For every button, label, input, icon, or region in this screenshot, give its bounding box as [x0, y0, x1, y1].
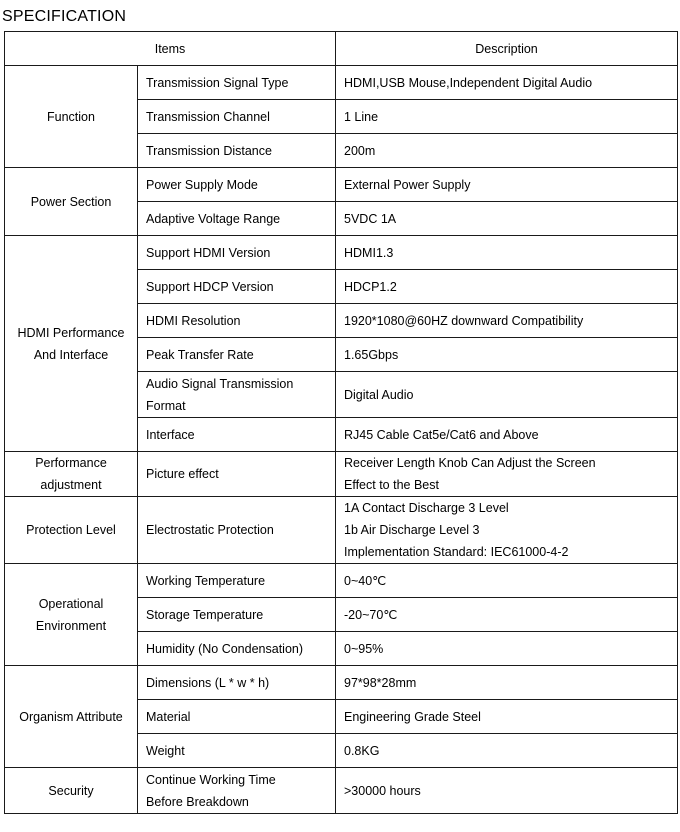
table-row — [5, 66, 678, 100]
text-line: Power Section — [30, 194, 112, 209]
table-body — [5, 66, 678, 814]
description-cell — [336, 338, 678, 372]
text-line: Security — [48, 783, 94, 798]
description-cell — [336, 700, 678, 734]
item-cell — [138, 700, 336, 734]
item-cell — [138, 270, 336, 304]
specification-table — [4, 31, 678, 814]
header-items: Items — [5, 32, 336, 66]
text-line: 1.65Gbps — [344, 347, 399, 362]
page-title: SPECIFICATION — [2, 8, 127, 25]
header-description: Description — [336, 32, 678, 66]
description-cell — [336, 452, 678, 497]
text-line: Electrostatic Protection — [146, 523, 274, 537]
table-row — [5, 236, 678, 270]
text-line: HDMI1.3 — [344, 245, 394, 260]
text-line: Audio Signal Transmission — [146, 376, 294, 391]
description-cell — [336, 134, 678, 168]
item-cell — [138, 768, 336, 814]
description-cell — [336, 100, 678, 134]
description-cell — [336, 598, 678, 632]
text-line: 0.8KG — [344, 743, 380, 758]
text-line: Adaptive Voltage Range — [146, 211, 281, 226]
text-line: Organism Attribute — [19, 709, 123, 724]
description-cell — [336, 372, 678, 418]
text-line: 1A Contact Discharge 3 Level — [344, 501, 509, 515]
category-cell — [5, 497, 138, 564]
description-cell — [336, 236, 678, 270]
text-line: 1b Air Discharge Level 3 — [344, 523, 480, 537]
text-line: HDMI Performance — [17, 325, 125, 340]
text-line: Transmission Distance — [146, 143, 272, 158]
description-cell — [336, 734, 678, 768]
text-line: Environment — [35, 618, 107, 633]
text-line: Function — [47, 109, 95, 124]
text-line: Receiver Length Knob Can Adjust the Screen — [344, 456, 596, 470]
item-cell — [138, 418, 336, 452]
text-line: Power Supply Mode — [146, 177, 258, 192]
text-line: Protection Level — [26, 523, 116, 537]
item-cell — [138, 632, 336, 666]
text-line: 5VDC 1A — [344, 211, 397, 226]
description-cell — [336, 202, 678, 236]
text-line: HDCP1.2 — [344, 279, 397, 294]
item-cell — [138, 598, 336, 632]
description-cell — [336, 66, 678, 100]
text-line: Weight — [146, 743, 185, 758]
item-cell — [138, 497, 336, 564]
table-row — [5, 497, 678, 564]
text-line: Performance — [35, 456, 107, 470]
table-row — [5, 168, 678, 202]
text-line: Humidity (No Condensation) — [146, 641, 304, 656]
category-cell — [5, 564, 138, 666]
table-row — [5, 666, 678, 700]
text-line: Support HDMI Version — [146, 245, 271, 260]
category-cell — [5, 66, 138, 168]
description-cell — [336, 768, 678, 814]
text-line: Working Temperature — [146, 573, 266, 588]
text-line: Operational — [38, 596, 104, 611]
description-cell — [336, 270, 678, 304]
text-line: Interface — [146, 427, 195, 442]
text-line: >30000 hours — [344, 783, 421, 798]
text-line: RJ45 Cable Cat5e/Cat6 and Above — [344, 427, 539, 442]
text-line: Effect to the Best — [344, 478, 439, 492]
table-header-row — [5, 32, 678, 66]
text-line: HDMI Resolution — [146, 313, 241, 328]
text-line: Engineering Grade Steel — [344, 709, 481, 724]
text-line: adjustment — [40, 478, 102, 492]
item-cell — [138, 134, 336, 168]
item-cell — [138, 304, 336, 338]
text-line: Format — [146, 398, 186, 413]
text-line: Before Breakdown — [146, 794, 249, 809]
text-line: Transmission Signal Type — [146, 75, 289, 90]
description-cell — [336, 497, 678, 564]
category-cell — [5, 236, 138, 452]
item-cell — [138, 100, 336, 134]
text-line: 1 Line — [344, 109, 379, 124]
text-line: -20~70℃ — [344, 607, 398, 622]
item-cell — [138, 202, 336, 236]
item-cell — [138, 564, 336, 598]
description-cell — [336, 168, 678, 202]
text-line: Picture effect — [146, 467, 219, 481]
text-line: External Power Supply — [344, 177, 471, 192]
item-cell — [138, 66, 336, 100]
table-row — [5, 768, 678, 814]
text-line: Dimensions (L * w * h) — [146, 675, 270, 690]
item-cell — [138, 372, 336, 418]
item-cell — [138, 236, 336, 270]
text-line: Digital Audio — [344, 387, 414, 402]
text-line: And Interface — [33, 347, 109, 362]
text-line: Implementation Standard: IEC61000-4-2 — [344, 545, 569, 559]
table-row — [5, 452, 678, 497]
text-line: Peak Transfer Rate — [146, 347, 254, 362]
item-cell — [138, 666, 336, 700]
description-cell — [336, 632, 678, 666]
category-cell — [5, 666, 138, 768]
item-cell — [138, 338, 336, 372]
text-line: 200m — [344, 143, 376, 158]
item-cell — [138, 452, 336, 497]
text-line: Continue Working Time — [146, 772, 276, 787]
text-line: HDMI,USB Mouse,Independent Digital Audio — [344, 75, 593, 90]
category-cell — [5, 768, 138, 814]
text-line: 97*98*28mm — [344, 675, 417, 690]
item-cell — [138, 168, 336, 202]
text-line: Material — [146, 709, 191, 724]
text-line: 0~40℃ — [344, 573, 387, 588]
description-cell — [336, 418, 678, 452]
description-cell — [336, 564, 678, 598]
description-cell — [336, 666, 678, 700]
text-line: Transmission Channel — [146, 109, 270, 124]
description-cell — [336, 304, 678, 338]
category-cell — [5, 168, 138, 236]
text-line: Support HDCP Version — [146, 279, 274, 294]
text-line: Storage Temperature — [146, 607, 264, 622]
category-cell — [5, 452, 138, 497]
table-row — [5, 564, 678, 598]
item-cell — [138, 734, 336, 768]
text-line: 0~95% — [344, 641, 384, 656]
text-line: 1920*1080@60HZ downward Compatibility — [344, 313, 584, 328]
